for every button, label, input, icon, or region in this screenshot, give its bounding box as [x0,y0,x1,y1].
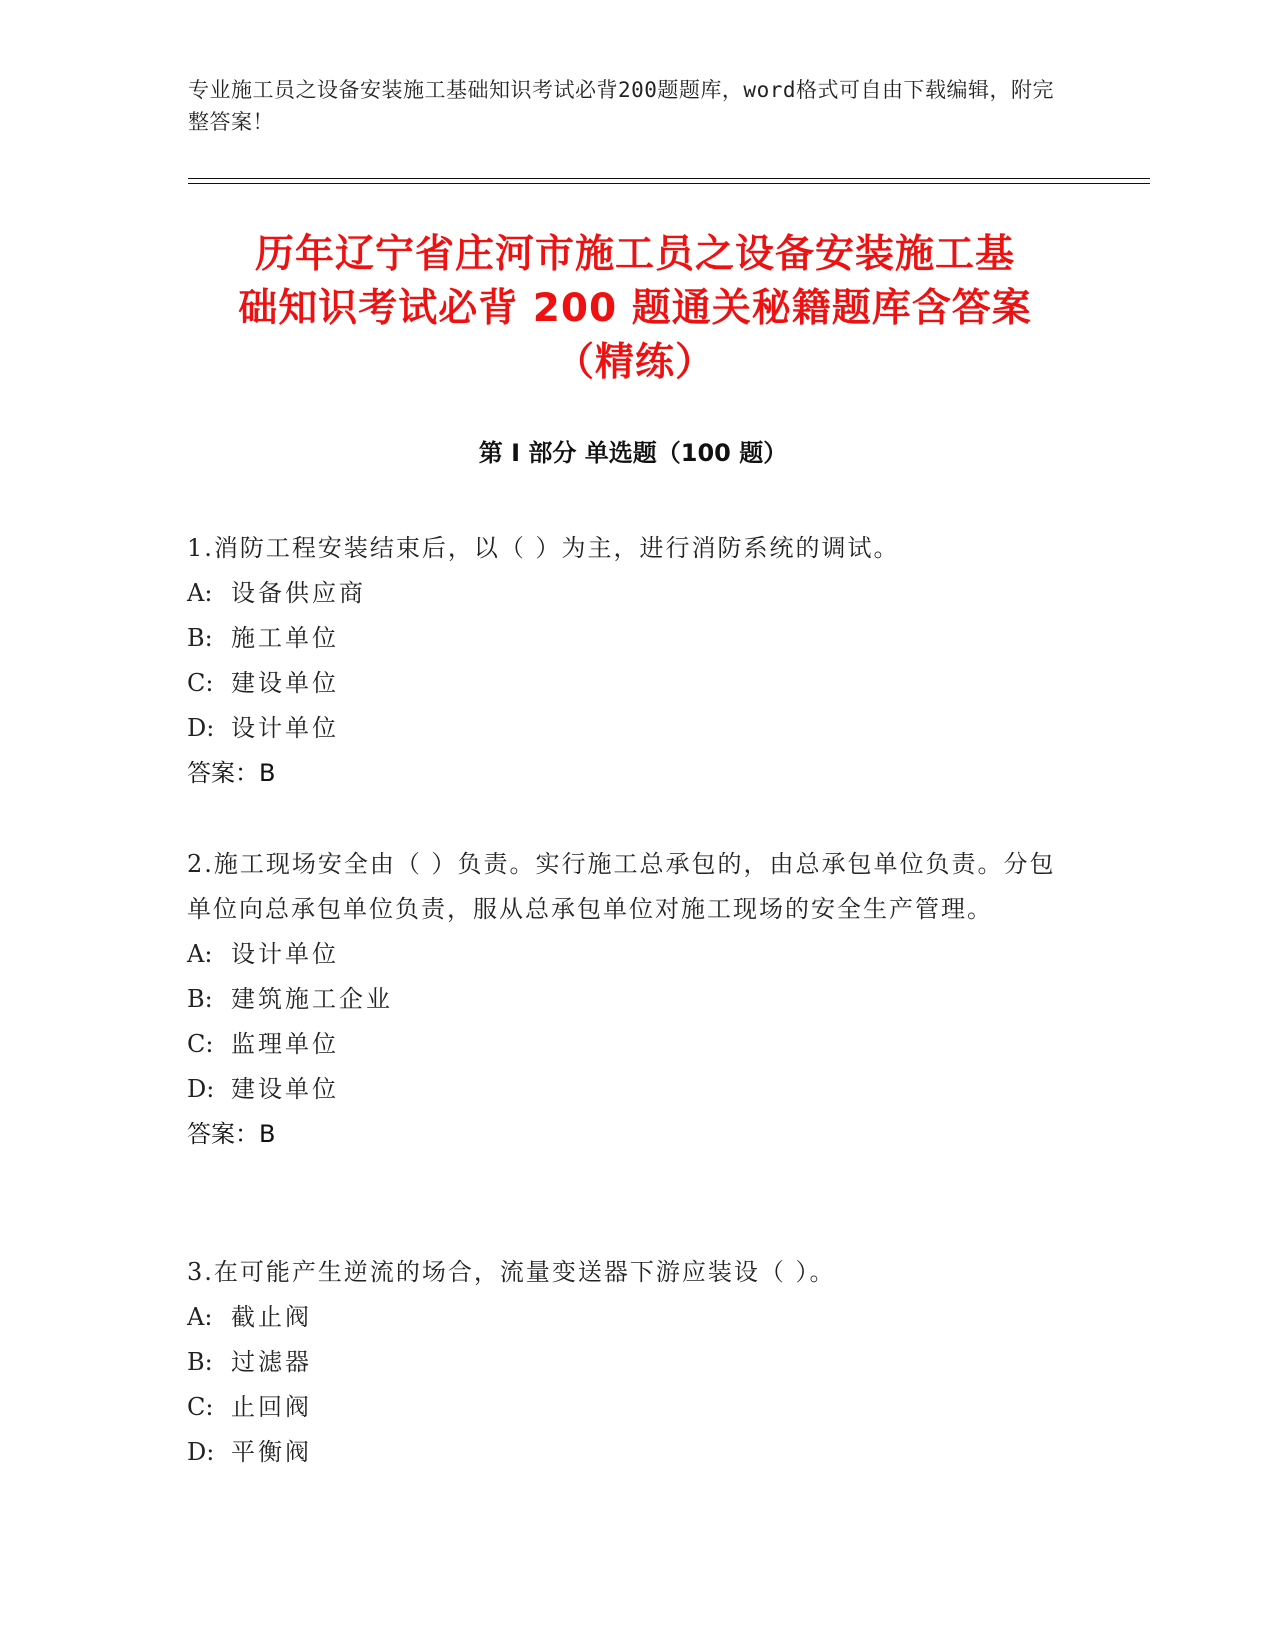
option-text: 平衡阀 [231,1438,312,1466]
option-letter: A: [187,579,213,607]
option-text: 施工单位 [231,624,339,652]
option-d [187,706,1067,751]
section-heading: 第 I 部分 单选题（100 题） [478,439,788,467]
header-divider-bottom [188,183,1150,184]
option-c [187,1385,1067,1430]
option-b [187,616,1067,661]
question-3 [187,1250,1067,1475]
document-title [190,228,1080,390]
title-line: 础知识考试必背 200 题通关秘籍题库含答案 [238,286,1032,331]
question-1 [187,526,1067,796]
option-a [187,932,1067,977]
option-letter: B: [187,1348,213,1376]
option-d [187,1430,1067,1475]
option-text: 设计单位 [231,714,339,742]
option-b [187,1340,1067,1385]
option-letter: B: [187,624,213,652]
option-letter: C: [187,669,214,697]
title-line: （精练） [554,340,715,385]
option-text: 设计单位 [231,940,339,968]
header-note: 专业施工员之设备安装施工基础知识考试必背200题题库，word格式可自由下载编辑，附完整答案！ [188,78,1054,134]
option-letter: D: [187,1075,215,1103]
title-line: 历年辽宁省庄河市施工员之设备安装施工基 [254,232,1015,277]
question-stem: 3.在可能产生逆流的场合，流量变送器下游应装设（ ）。 [187,1258,836,1286]
option-a [187,1295,1067,1340]
option-text: 止回阀 [231,1393,312,1421]
option-text: 过滤器 [231,1348,312,1376]
question-2 [187,842,1067,1157]
answer: 答案：B [187,759,276,787]
option-text: 设备供应商 [231,579,366,607]
question-stem: 1.消防工程安装结束后，以（ ）为主，进行消防系统的调试。 [187,534,900,562]
option-letter: D: [187,1438,215,1466]
option-d [187,1067,1067,1112]
option-letter: B: [187,985,213,1013]
option-text: 截止阀 [231,1303,312,1331]
answer: 答案：B [187,1120,276,1148]
option-a [187,571,1067,616]
option-letter: D: [187,714,215,742]
option-letter: C: [187,1030,214,1058]
option-letter: A: [187,1303,213,1331]
option-text: 建设单位 [231,1075,339,1103]
option-c [187,661,1067,706]
option-text: 建筑施工企业 [231,985,393,1013]
option-b [187,977,1067,1022]
option-c [187,1022,1067,1067]
option-text: 监理单位 [231,1030,339,1058]
option-text: 建设单位 [231,669,339,697]
question-stem: 2.施工现场安全由（ ）负责。实行施工总承包的，由总承包单位负责。分包单位向总承包单位负责，服从总承包单位对施工现场的安全生产管理。 [187,850,1056,923]
header-divider-top [188,178,1150,179]
option-letter: A: [187,940,213,968]
option-letter: C: [187,1393,214,1421]
